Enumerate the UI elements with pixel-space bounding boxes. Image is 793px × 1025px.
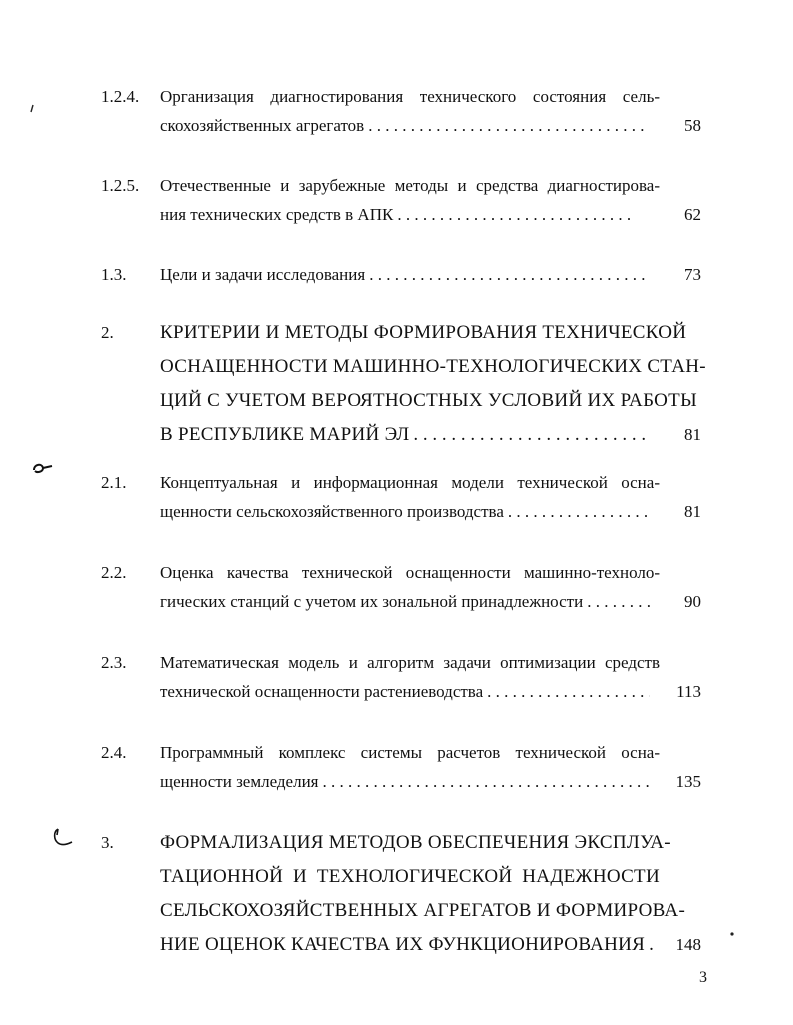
title-line: гических станций с учетом их зональной принадлежности . . . xyxy=(160,587,650,616)
title-line: Концептуальная и информационная модели технической осна- xyxy=(160,473,660,492)
scan-mark-icon xyxy=(48,826,76,850)
section-title xyxy=(160,82,660,140)
section-number: 1.2.4. xyxy=(101,87,140,106)
page-ref: 62 xyxy=(684,205,701,224)
section-number: 2.1. xyxy=(101,473,127,492)
section-number: 2. xyxy=(101,323,114,342)
section-title xyxy=(160,558,660,616)
page-ref: 113 xyxy=(676,682,701,701)
page-number: 3 xyxy=(699,969,707,986)
title-line: Организация диагностирования технического состояния сель- xyxy=(160,87,660,106)
title-line: технической оснащенности растениеводства . . . xyxy=(160,677,650,706)
title-line: ния технических средств в АПК . . . xyxy=(160,200,630,229)
section-number: 2.2. xyxy=(101,563,127,582)
title-line: Отечественные и зарубежные методы и средства диагностирова- xyxy=(160,176,660,195)
scan-mark-icon xyxy=(28,104,36,114)
section-number: 2.3. xyxy=(101,653,127,672)
page-ref: 135 xyxy=(675,772,701,791)
section-number: 2.4. xyxy=(101,743,127,762)
section-title xyxy=(160,171,660,229)
page-ref: 58 xyxy=(684,116,701,135)
title-line: скохозяйственных агрегатов . . . xyxy=(160,111,648,140)
section-number: 1.3. xyxy=(101,265,127,284)
title-line: Программный комплекс системы расчетов технической осна- xyxy=(160,743,660,762)
title-line: ТАЦИОННОЙ И ТЕХНОЛОГИЧЕСКОЙ НАДЕЖНОСТИ xyxy=(160,866,660,887)
page-ref: 148 xyxy=(675,935,701,954)
section-title xyxy=(160,738,660,796)
title-line: ФОРМАЛИЗАЦИЯ МЕТОДОВ ОБЕСПЕЧЕНИЯ ЭКСПЛУА- xyxy=(160,832,671,853)
page-ref: 81 xyxy=(684,502,701,521)
title-line: СЕЛЬСКОХОЗЯЙСТВЕННЫХ АГРЕГАТОВ И ФОРМИРОВА- xyxy=(160,900,686,921)
page-ref: 90 xyxy=(684,592,701,611)
title-line: Оценка качества технической оснащенности машинно-техноло- xyxy=(160,563,660,582)
section-title xyxy=(160,826,686,962)
page-ref: 73 xyxy=(684,265,701,284)
section-title xyxy=(160,648,660,706)
page-ref: 81 xyxy=(684,425,701,444)
section-number: 3. xyxy=(101,833,114,852)
title-line: НИЕ ОЦЕНОК КАЧЕСТВА ИХ ФУНКЦИОНИРОВАНИЯ . . . xyxy=(160,928,656,962)
scan-mark-icon xyxy=(728,930,736,938)
title-line: щенности сельскохозяйственного производства . . . xyxy=(160,497,648,526)
title-line: Цели и задачи исследования . . . xyxy=(160,260,648,289)
title-line: Математическая модель и алгоритм задачи оптимизации средств xyxy=(160,653,660,672)
title-line: ОСНАЩЕННОСТИ МАШИННО-ТЕХНОЛОГИЧЕСКИХ СТАН- xyxy=(160,356,706,377)
title-line: щенности земледелия . . . xyxy=(160,767,650,796)
section-number: 1.2.5. xyxy=(101,176,140,195)
section-title xyxy=(160,468,660,526)
title-line: ЦИЙ С УЧЕТОМ ВЕРОЯТНОСТНЫХ УСЛОВИЙ ИХ РАБОТЫ xyxy=(160,390,697,411)
scan-mark-icon xyxy=(30,458,56,478)
section-title xyxy=(160,260,660,289)
title-line: В РЕСПУБЛИКЕ МАРИЙ ЭЛ . . . xyxy=(160,418,648,452)
title-line: КРИТЕРИИ И МЕТОДЫ ФОРМИРОВАНИЯ ТЕХНИЧЕСКОЙ xyxy=(160,322,687,343)
